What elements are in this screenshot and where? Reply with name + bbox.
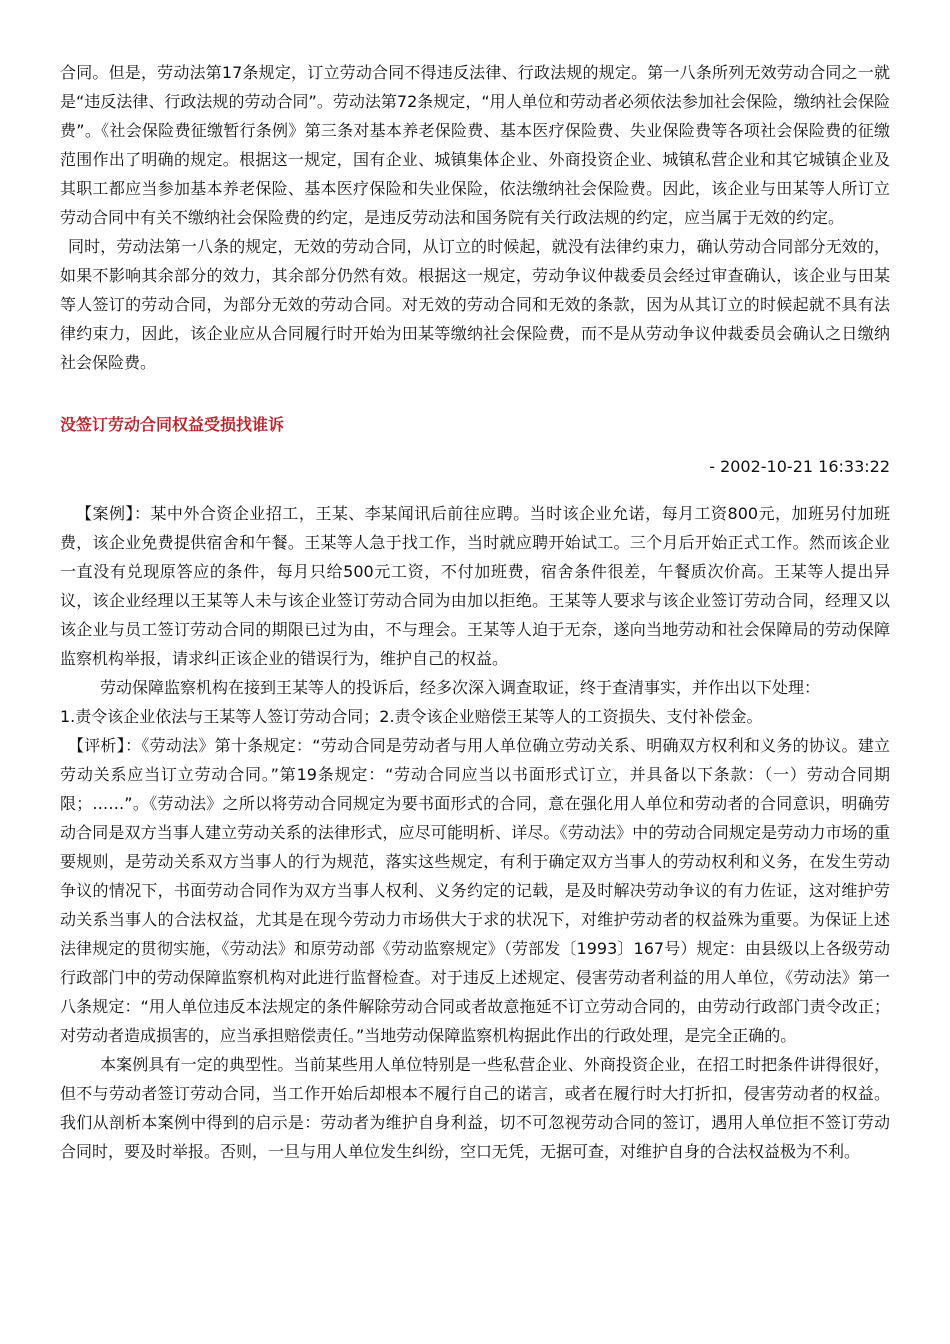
paragraph-handling-items: 1.责令该企业依法与王某等人签订劳动合同；2.责令该企业赔偿王某等人的工资损失、支付补偿金。: [60, 707, 763, 726]
paragraph-conclusion: 本案例具有一定的典型性。当前某些用人单位特别是一些私营企业、外商投资企业，在招工时把条件讲得很好，但不与劳动者签订劳动合同，当工作开始后却根本不履行自己的诺言，或者在履行时大打折扣，侵害劳动者的权益。我们从剖析本案例中得到的启示是：劳动者为维护自身利益，切不可忽视劳动合同的签订，遇用人单位拒不签订劳动合同时，要及时举报。否则，一旦与用人单位发生纠纷，空口无凭，无据可查，对维护自身的合法权益极为不利。: [60, 1055, 890, 1161]
paragraph-continuation: 合同。但是，劳动法第17条规定，订立劳动合同不得违反法律、行政法规的规定。第一八条所列无效劳动合同之一就是“违反法律、行政法规的劳动合同”。劳动法第72条规定，“用人单位和劳动者必须依法参加社会保险，缴纳社会保险费”。《社会保险费征缴暂行条例》第三条对基本养老保险费、基本医疗保险费、失业保险费等各项社会保险费的征缴范围作出了明确的规定。根据这一规定，国有企业、城镇集体企业、外商投资企业、城镇私营企业和其它城镇企业及其职工都应当参加基本养老保险、基本医疗保险和失业保险，依法缴纳社会保险费。因此，该企业与田某等人所订立劳动合同中有关不缴纳社会保险费的约定，是违反劳动法和国务院有关行政法规的约定，应当属于无效的约定。: [60, 63, 890, 227]
document-page: [60, 58, 890, 1166]
paragraph-case: 【案例】：某中外合资企业招工，王某、李某闻讯后前往应聘。当时该企业允诺，每月工资800元，加班另付加班费，该企业免费提供宿舍和午餐。王某等人急于找工作，当时就应聘开始试工。三个月后开始正式工作。然而该企业一直没有兑现原答应的条件，每月只给500元工资，不付加班费，宿舍条件很差，午餐质次价高。王某等人提出异议，该企业经理以王某等人未与该企业签订劳动合同为由加以拒绝。王某等人要求与该企业签订劳动合同，经理又以该企业与员工签订劳动合同的期限已过为由，不与理会。王某等人迫于无奈，遂向当地劳动和社会保障局的劳动保障监察机构举报，请求纠正该企业的错误行为，维护自己的权益。: [60, 504, 890, 668]
article-title: 没签订劳动合同权益受损找谁诉: [60, 415, 285, 434]
spacer: [60, 479, 890, 499]
paragraph-invalid-contract: 同时，劳动法第一八条的规定，无效的劳动合同，从订立的时候起，就没有法律约束力，确认劳动合同部分无效的，如果不影响其余部分的效力，其余部分仍然有效。根据这一规定，劳动争议仲裁委员会经过审查确认，该企业与田某等人签订的劳动合同，为部分无效的劳动合同。对无效的劳动合同和无效的条款，因为从其订立的时候起就不具有法律约束力，因此，该企业应从合同履行时开始为田某等缴纳社会保险费，而不是从劳动争议仲裁委员会确认之日缴纳社会保险费。: [60, 237, 890, 372]
paragraph-analysis: 【评析】：《劳动法》第十条规定：“劳动合同是劳动者与用人单位确立劳动关系、明确双方权利和义务的协议。建立劳动关系应当订立劳动合同。”第19条规定：“劳动合同应当以书面形式订立，并具备以下条款：（一）劳动合同期限；……”。《劳动法》之所以将劳动合同规定为要书面形式的合同，意在强化用人单位和劳动者的合同意识，明确劳动合同是双方当事人建立劳动关系的法律形式，应尽可能明析、详尽。《劳动法》中的劳动合同规定是劳动力市场的重要规则，是劳动关系双方当事人的行为规范，落实这些规定，有利于确定双方当事人的劳动权利和义务，在发生劳动争议的情况下，书面劳动合同作为双方当事人权利、义务约定的记载，是及时解决劳动争议的有力佐证，这对维护劳动关系当事人的合法权益，尤其是在现今劳动力市场供大于求的状况下，对维护劳动者的权益殊为重要。为保证上述法律规定的贯彻实施，《劳动法》和原劳动部《劳动监察规定》（劳部发〔1993〕167号）规定：由县级以上各级劳动行政部门中的劳动保障监察机构对此进行监督检查。对于违反上述规定、侵害劳动者利益的用人单位，《劳动法》第一八条规定：“用人单位违反本法规定的条件解除劳动合同或者故意拖延不订立劳动合同的，由劳动行政部门责令改正；对劳动者造成损害的，应当承担赔偿责任。”当地劳动保障监察机构据此作出的行政处理，是完全正确的。: [60, 736, 890, 1045]
article-date: - 2002-10-21 16:33:22: [709, 457, 890, 476]
paragraph-handling: 劳动保障监察机构在接到王某等人的投诉后，经多次深入调查取证，终于查清事实，并作出以下处理：: [100, 678, 821, 697]
